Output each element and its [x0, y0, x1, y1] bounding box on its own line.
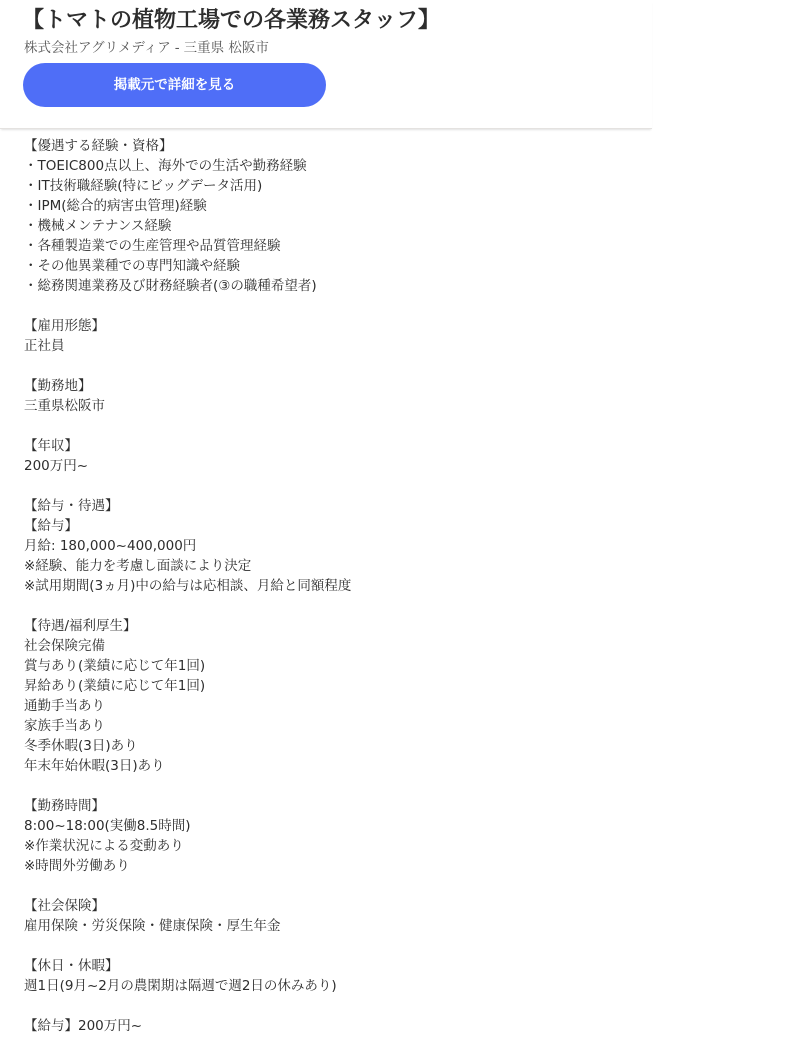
description-line: 【給与】: [24, 518, 78, 534]
description-line: ・総務関連業務及び財務経験者(③の職種希望者): [24, 278, 317, 294]
description-line: 【勤務時間】: [24, 798, 105, 814]
description-line: 正社員: [24, 338, 65, 354]
description-line: 冬季休暇(3日)あり: [24, 738, 138, 754]
description-line: 【優遇する経験・資格】: [24, 138, 173, 154]
job-header: [0, 0, 652, 129]
description-spacer: [24, 476, 664, 496]
description-line: 月給: 180,000~400,000円: [24, 538, 197, 554]
description-line: 賞与あり(業績に応じて年1回): [24, 658, 206, 674]
description-spacer: [24, 356, 664, 376]
job-location: 三重県 松阪市: [183, 40, 269, 56]
description-line: ・TOEIC800点以上、海外での生活や勤務経験: [24, 158, 307, 174]
description-line: 社会保険完備: [24, 638, 105, 654]
description-line: 200万円~: [24, 458, 89, 474]
description-spacer: [24, 936, 664, 956]
description-line: ※時間外労働あり: [24, 858, 130, 874]
description-line: 家族手当あり: [24, 718, 105, 734]
description-spacer: [24, 296, 664, 316]
description-line: ・IPM(総合的病害虫管理)経験: [24, 198, 207, 214]
job-title: 【トマトの植物工場での各業務スタッフ】: [22, 8, 441, 33]
description-line: 【社会保険】: [24, 898, 105, 914]
description-line: 週1日(9月~2月の農閑期は隔週で週2日の休みあり): [24, 978, 337, 994]
description-line: 通勤手当あり: [24, 698, 105, 714]
job-description: [24, 136, 664, 1036]
company-name: 株式会社アグリメディア: [24, 40, 171, 56]
description-spacer: [24, 876, 664, 896]
description-line: ・その他異業種での専門知識や経験: [24, 258, 240, 274]
description-line: 8:00~18:00(実働8.5時間): [24, 818, 191, 834]
description-spacer: [24, 596, 664, 616]
description-line: 年末年始休暇(3日)あり: [24, 758, 165, 774]
description-line: ・機械メンテナンス経験: [24, 218, 172, 234]
description-line: 三重県松阪市: [24, 398, 105, 414]
description-line: 【給与】200万円~: [24, 1018, 143, 1034]
description-line: ※試用期間(3ヵ月)中の給与は応相談、月給と同額程度: [24, 578, 352, 594]
description-line: ※作業状況による変動あり: [24, 838, 184, 854]
description-line: ・IT技術職経験(特にビッグデータ活用): [24, 178, 263, 194]
description-line: 【待遇/福利厚生】: [24, 618, 137, 634]
description-line: 昇給あり(業績に応じて年1回): [24, 678, 206, 694]
company-location-line: [24, 38, 269, 58]
company-location-separator: -: [174, 40, 180, 56]
description-spacer: [24, 996, 664, 1016]
description-spacer: [24, 776, 664, 796]
description-line: 【雇用形態】: [24, 318, 105, 334]
view-details-button[interactable]: 掲載元で詳細を見る: [23, 63, 326, 107]
description-spacer: [24, 416, 664, 436]
description-line: 【給与・待遇】: [24, 498, 119, 514]
description-line: ※経験、能力を考慮し面談により決定: [24, 558, 252, 574]
description-line: 雇用保険・労災保険・健康保険・厚生年金: [24, 918, 281, 934]
description-line: 【勤務地】: [24, 378, 92, 394]
description-line: 【年収】: [24, 438, 78, 454]
description-line: 【休日・休暇】: [24, 958, 119, 974]
description-line: ・各種製造業での生産管理や品質管理経験: [24, 238, 281, 254]
